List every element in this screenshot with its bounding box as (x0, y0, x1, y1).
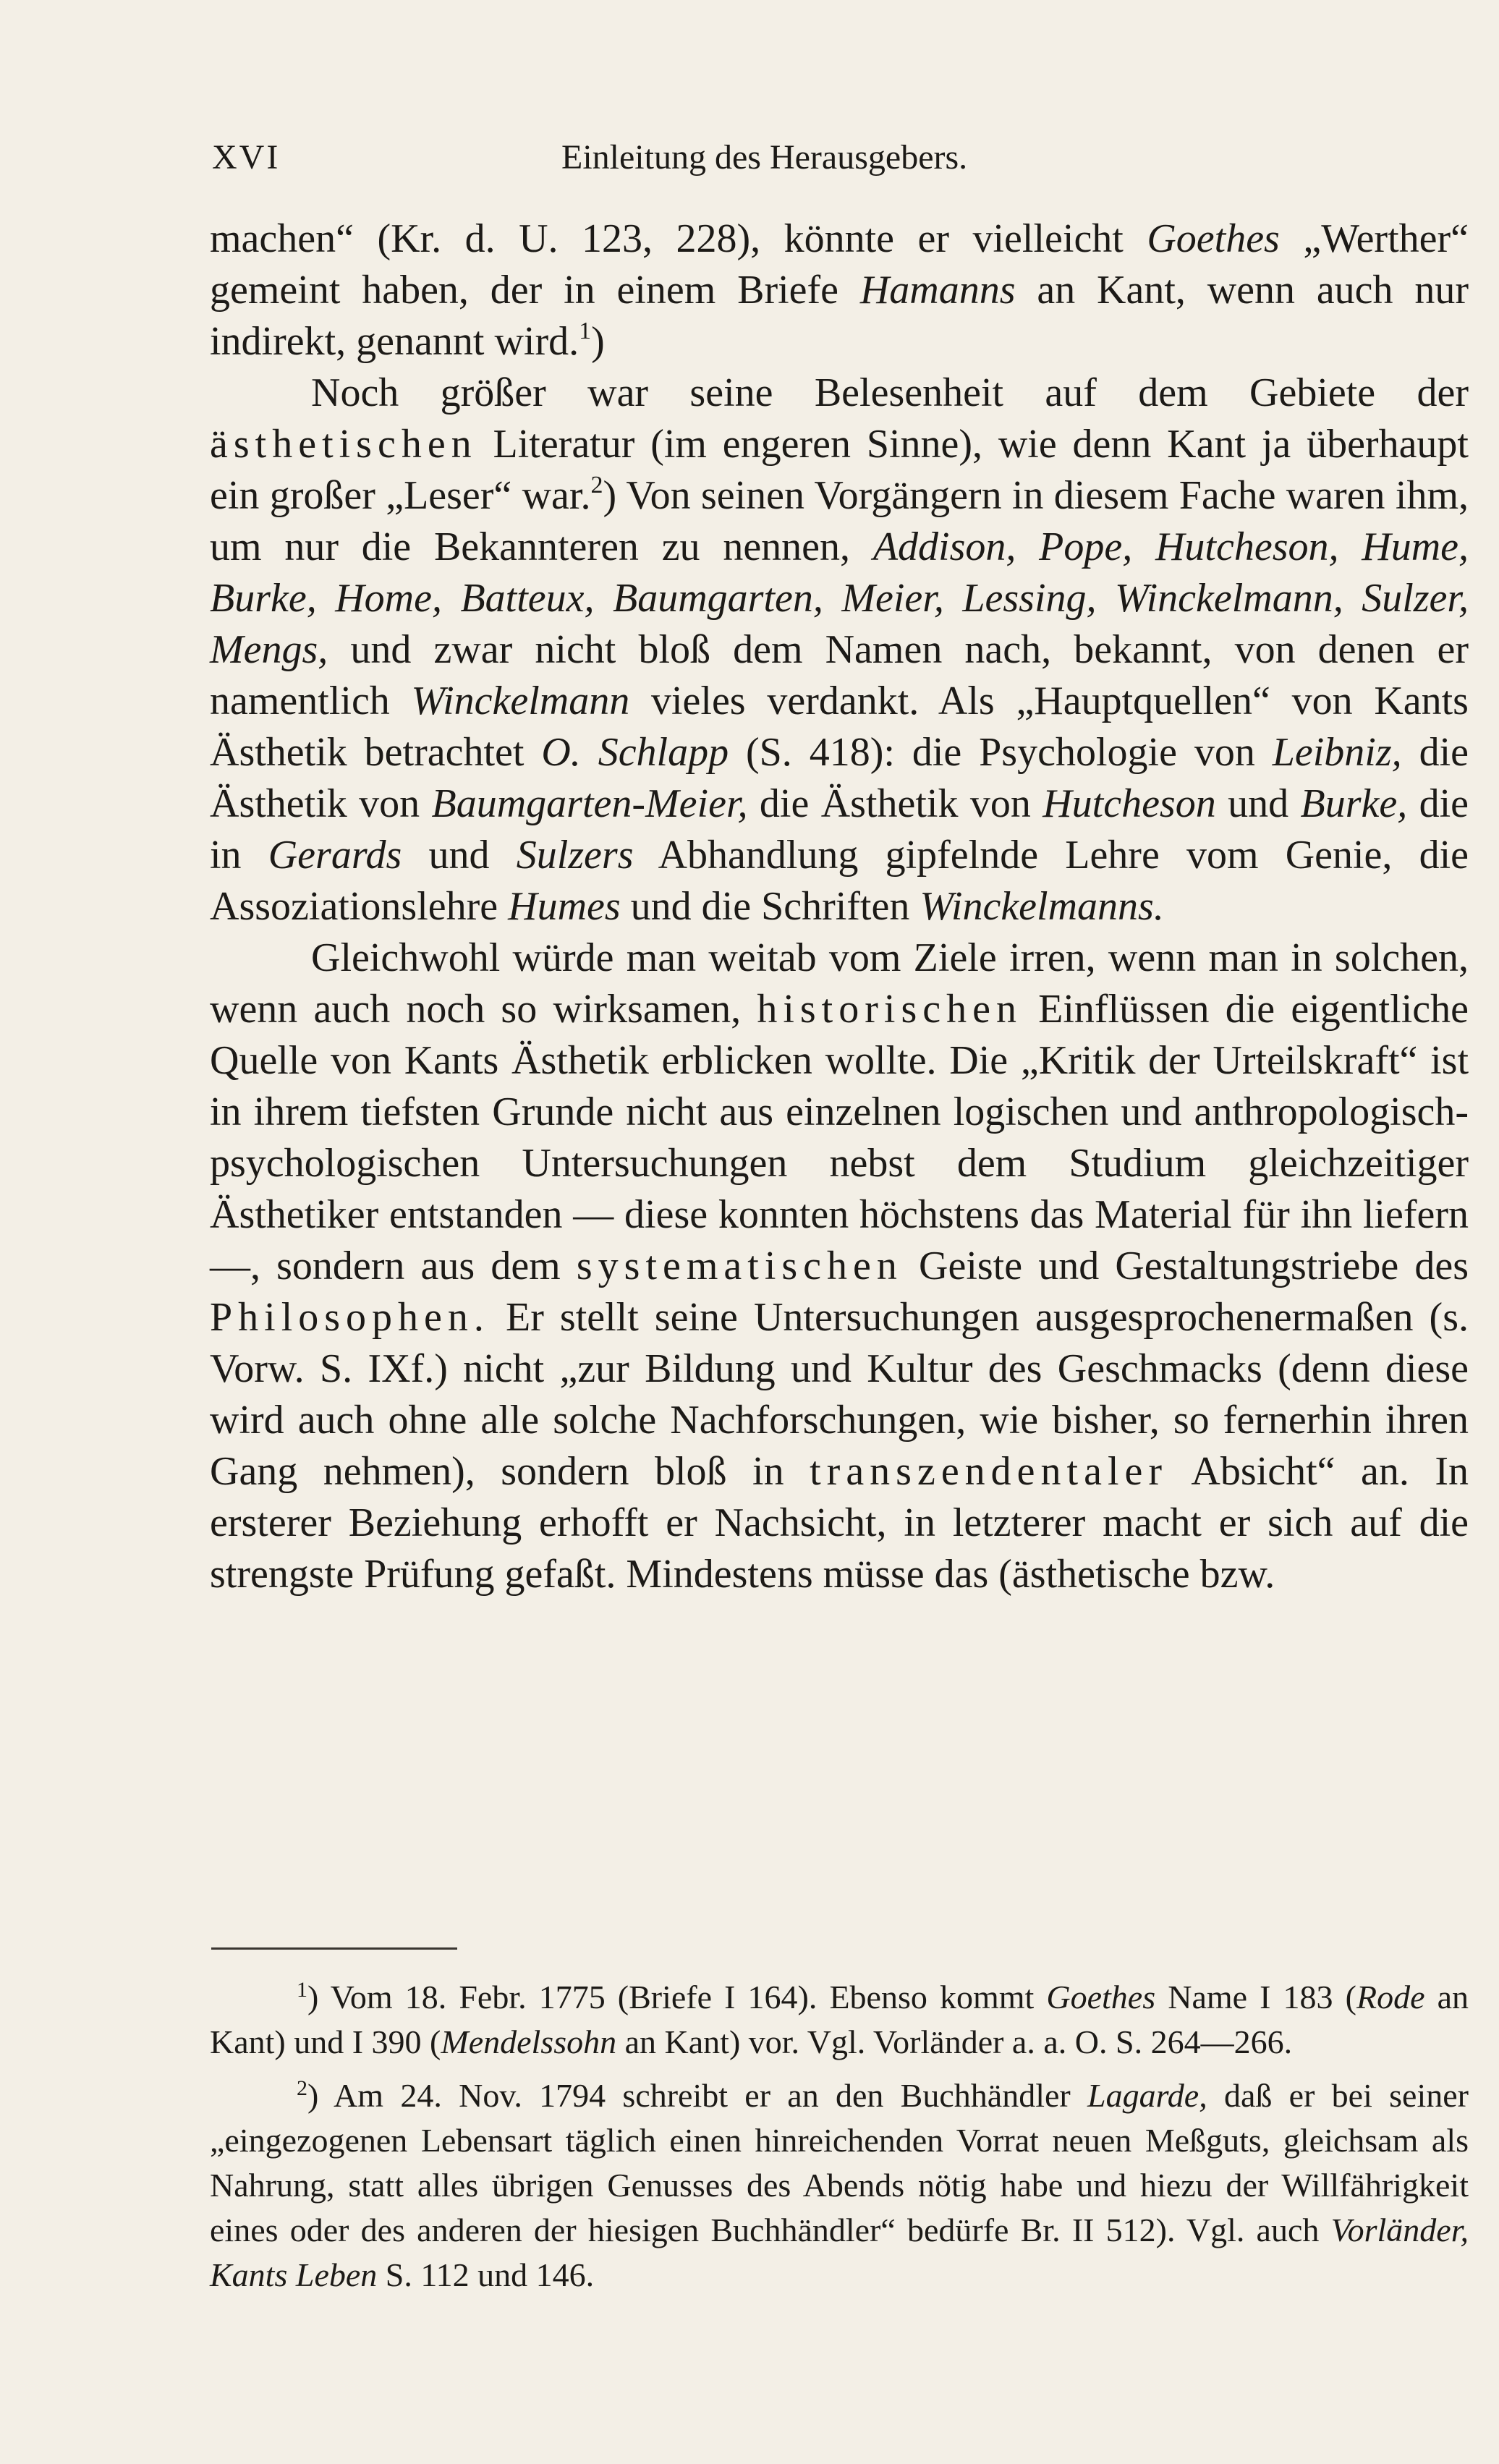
text-run: und (1215, 781, 1301, 826)
spaced-emphasis: historischen (757, 987, 1022, 1032)
text-run: an Kant, wenn auch nur indirekt, genannt wird. (210, 268, 1469, 364)
text-run: vieles verdankt. Als „Hauptquellen“ von Kants Ästhetik betrachtet (210, 679, 1469, 775)
spaced-emphasis: ästhetischen (210, 422, 477, 467)
italic-name: Rode (1356, 1979, 1425, 2015)
text-run: und (402, 833, 517, 878)
text-run: die Ästhetik von (747, 781, 1043, 826)
italic-name: Mendelssohn (441, 2023, 617, 2060)
text-run: Noch größer war seine Belesenheit auf dem Gebiete der (311, 370, 1469, 415)
text-run: Abhandlung gipfelnde Lehre vom Genie, die Assoziationslehre (210, 833, 1469, 929)
text-run: „Werther“ gemeint haben, der in einem Briefe (210, 216, 1469, 313)
text-run: und zwar nicht bloß dem Namen nach, bekannt, von denen er namentlich (210, 627, 1469, 723)
italic-name: Vorländer, Kants Leben (210, 2212, 1469, 2293)
text-run: an Kant) und I 390 ( (210, 1979, 1469, 2060)
paragraph-1 (210, 213, 1469, 368)
text-run: an Kant) vor. Vgl. Vorländer a. a. O. S. 264—266. (616, 2023, 1293, 2060)
text-run: machen“ (Kr. d. U. 123, 228), könnte er vielleicht (210, 216, 1147, 261)
italic-name: Burke, (1300, 781, 1408, 826)
text-run: Literatur (im engeren Sinne), wie denn Kant ja überhaupt ein großer „Leser“ war. (210, 422, 1469, 518)
paragraph-2 (210, 368, 1469, 933)
footnote-2 (210, 2073, 1469, 2298)
italic-name: O. Schlapp (541, 730, 729, 775)
text-run: Name I 183 ( (1155, 1979, 1356, 2015)
footnote-ref-2: 2 (590, 472, 603, 498)
text-run: die Ästhetik von (210, 730, 1469, 826)
italic-name: Gerards (268, 833, 402, 878)
text-run: Einflüssen die eigentliche Quelle von Kants Ästhetik erblicken wollte. Die „Kritik der Urteilskraft“ ist in ihrem tiefsten Grunde nicht aus einzelnen logischen und anthropologisch-psychologischen Untersuchungen nebst dem Studium gleichzeitiger Ästhetiker entstanden — diese konnten höchstens das Material für ihn liefern —, sondern aus dem (210, 987, 1469, 1288)
main-text (210, 213, 1469, 1600)
text-run: die in (210, 781, 1469, 878)
italic-name: Lagarde, (1087, 2077, 1207, 2114)
italic-name: Leibniz, (1272, 730, 1402, 775)
italic-name: Goethes (1147, 216, 1280, 261)
italic-name: Sulzers (516, 833, 634, 878)
text-run: und die Schriften (620, 884, 920, 929)
footnote-1 (210, 1975, 1469, 2065)
italic-name: Goethes (1046, 1979, 1156, 2015)
text-run: ) Vom 18. Febr. 1775 (Briefe I 164). Ebenso kommt (307, 1979, 1047, 2015)
text-run: Absicht“ an. In ersterer Beziehung erhofft er Nachsicht, in letzterer macht er sich auf die strengste Prüfung gefaßt. Mindestens müsse das (ästhetische bzw. (210, 1449, 1469, 1597)
italic-name: Hutcheson (1042, 781, 1216, 826)
text-run: ) Von seinen Vorgängern in diesem Fache waren ihm, um nur die Bekannteren zu nennen, (210, 473, 1469, 569)
page-number: XVI (212, 138, 281, 177)
footnote-divider (211, 1947, 457, 1950)
text-run: Geiste und Gestaltungstriebe des (902, 1244, 1469, 1288)
text-run: ) Am 24. Nov. 1794 schreibt er an den Buchhändler (307, 2077, 1087, 2114)
text-run: Gleichwohl würde man weitab vom Ziele irren, wenn man in solchen, wenn auch noch so wirksamen, (210, 935, 1469, 1032)
spaced-emphasis: systematischen (576, 1244, 903, 1288)
running-title: Einleitung des Herausgebers. (561, 138, 968, 177)
footnote-mark-1: 1 (297, 1978, 307, 2002)
text-run: ) (591, 319, 605, 364)
paragraph-3 (210, 933, 1469, 1600)
spaced-emphasis: transzendentaler (810, 1449, 1168, 1494)
italic-name: Winckelmann (411, 679, 630, 723)
footnote-ref-1: 1 (579, 318, 592, 344)
footnotes (210, 1975, 1469, 2298)
italic-name: Hamanns (859, 268, 1016, 313)
italic-name: Baumgarten-Meier, (431, 781, 748, 826)
italic-name-list: Addison, Pope, Hutcheson, Hume, Burke, Home, Batteux, Baumgarten, Meier, Lessing, Winckelmann, Sulzer, Mengs, (210, 524, 1469, 672)
text-run: Er stellt seine Untersuchungen ausgesprochenermaßen (s. Vorw. S. IXf.) nicht „zur Bildung und Kultur des Geschmacks (denn diese wird auch ohne alle solche Nachforschungen, wie bisher, so fernerhin ihren Gang nehmen), sondern bloß in (210, 1295, 1469, 1494)
text-run: S. 112 und 146. (377, 2256, 595, 2293)
footnote-mark-2: 2 (297, 2076, 307, 2100)
italic-name: Humes (508, 884, 621, 929)
text-run: daß er bei seiner „eingezogenen Lebensart täglich einen hinreichenden Vorrat neuen Meßguts, gleichsam als Nahrung, statt alles übrigen Genusses des Abends nötig habe und hiezu der Willfährigkeit eines oder des anderen der hiesigen Buchhändler“ bedürfe Br. II 512). Vgl. auch (210, 2077, 1469, 2248)
text-run: (S. 418): die Psychologie von (729, 730, 1273, 775)
spaced-emphasis: Philosophen. (210, 1295, 490, 1340)
italic-name: Winckelmanns. (920, 884, 1164, 929)
